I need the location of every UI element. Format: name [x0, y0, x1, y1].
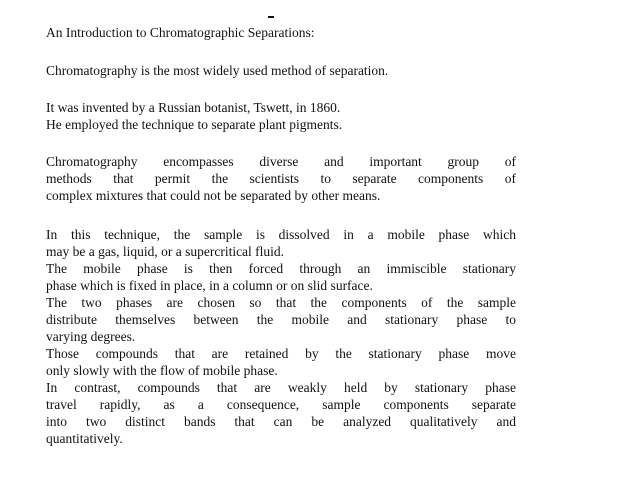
paragraph-definition: Chromatography encompasses diverse and important group of methods that permit the scientists to separate components of complex mixtures that could not be separated by other means.	[46, 154, 516, 203]
paragraph-intro: Chromatography is the most widely used method of separation.	[46, 63, 389, 78]
document-title: An Introduction to Chromatographic Separations:	[46, 25, 315, 40]
stray-mark	[268, 16, 274, 18]
paragraph-history: It was invented by a Russian botanist, Tswett, in 1860. He employed the technique to separate plant pigments.	[46, 100, 343, 132]
paragraph-technique: In this technique, the sample is dissolved in a mobile phase which may be a gas, liquid, or a supercritical fluid. The mobile phase is then forced through an immiscible stationary phase which is fixed in place, in a column or on slid surface. The two phases are chosen so that the components of the sample distribute themselves between the mobile and stationary phase to varying degrees. Those compounds that are retained by the stationary phase move only slowly with the flow of mobile phase. In contrast, compounds that are weakly held by stationary phase travel rapidly, as a consequence, sample components separate into two distinct bands that can be analyzed qualitatively and quantitatively.	[46, 227, 516, 446]
